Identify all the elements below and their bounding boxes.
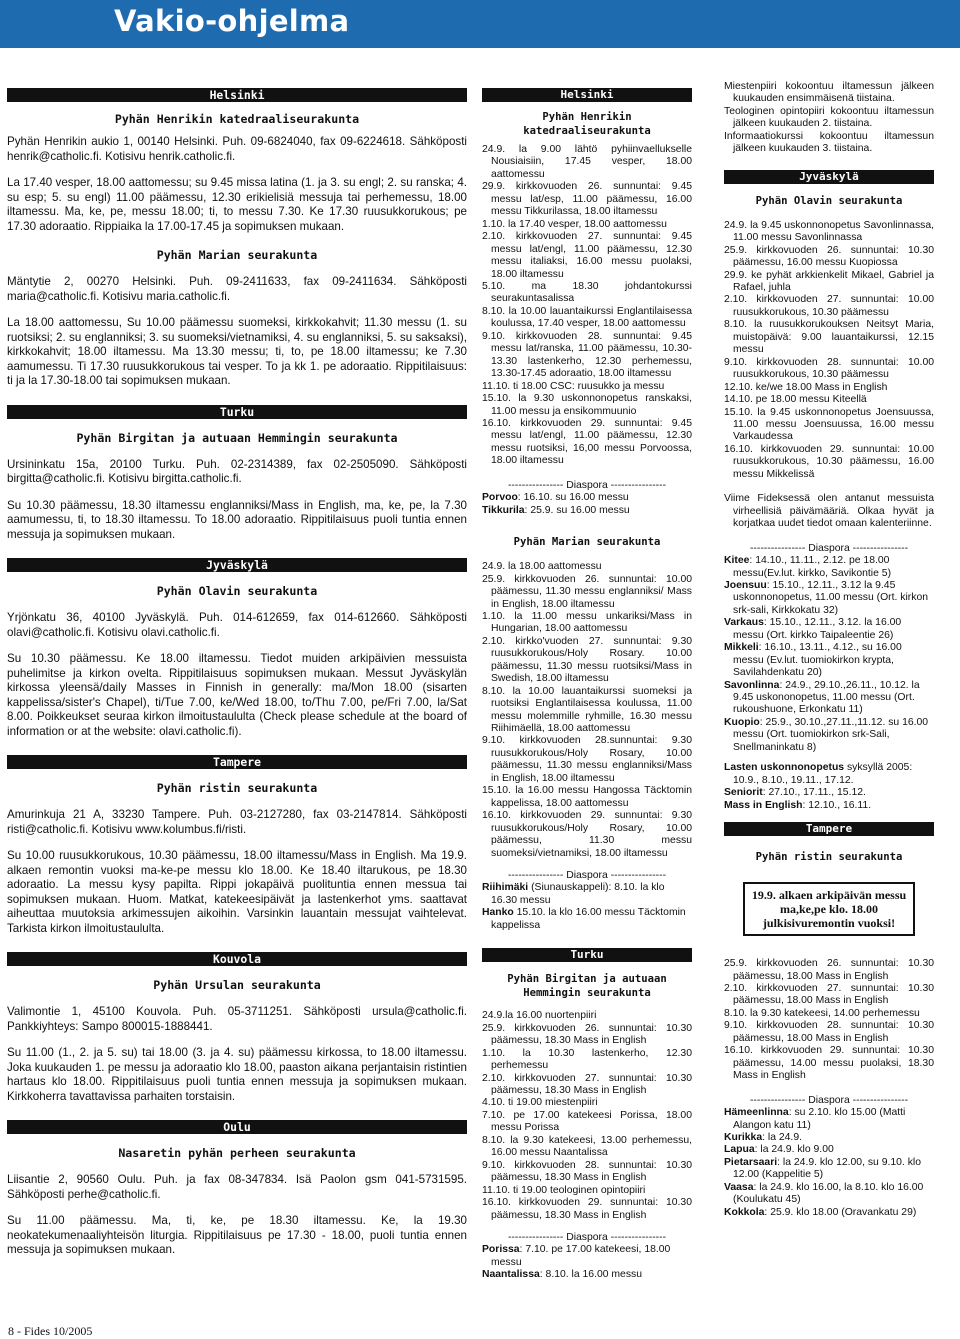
parish-heading: Pyhän Olavin seurakunta	[156, 584, 318, 598]
event-item: 1.10. la 11.00 messu unkariksi/Mass in Hungarian, 18.00 aattomessu	[482, 610, 692, 635]
event-list	[724, 958, 934, 1083]
region-bar-jyvaskyla: Jyväskylä	[7, 558, 467, 572]
event-item: 15.10. la 9.30 uskonnonopetus ranskaksi, 11.00 messu ja ensikommuunio	[482, 393, 692, 417]
place-details: : 16.10. su 16.00 messu	[517, 492, 629, 504]
place-name: Savonlinna	[724, 679, 780, 691]
column-left	[7, 88, 467, 1320]
place-details: : la 24.9. klo 9.00	[754, 1144, 834, 1156]
place-name: Hanko	[482, 907, 514, 919]
event-item: 29.9. kirkkovuoden 26. sunnuntai: 9.45 messu lat/esp, 11.00 päämessu, 16.00 messu Tikkurilassa, 18.00 iltamessu	[482, 181, 692, 218]
event-item: 2.10. kirkkovuoden 27. sunnuntai: 9.45 messu lat/engl, 11.00 päämessu, 12.30 messu italiaksi, 16.00 messu puolaksi, 18.00 iltamessu	[482, 231, 692, 280]
place-details: : 15.10., 12.11., 3.12 la 9.45 uskonnonopetus, 11.00 messu (Ort. kirkon srk-sali, Kirkkokatu 32)	[733, 579, 929, 616]
region-bar-oulu: Oulu	[7, 1120, 467, 1134]
event-item: 25.9. kirkkovuoden 26. sunnuntai: 10.30 päämessu, 16.00 messu Kuopiossa	[724, 244, 934, 269]
diaspora-item	[724, 1207, 934, 1219]
place-name: Porissa	[482, 1244, 520, 1256]
diaspora-item	[724, 1132, 934, 1144]
place-details: : 14.10., 11.11., 2.12. pe 18.00 messu(Ev.lut. kirkko, Savikontie 5)	[733, 555, 892, 579]
diaspora-divider: ---------------- Diaspora ----------------	[507, 870, 667, 882]
place-name: Kuopio	[724, 716, 760, 728]
event-item: 16.10. kirkkovuoden 29. sunnuntai: 9.30 ruusukkorukous/Holy Rosary, 10.00 päämessu, 11.30 messu suomeksi/vietnamiksi, 18.00 iltamessu	[482, 810, 692, 859]
place-name: Riihimäki	[482, 882, 529, 894]
place-details: 15.10. la klo 16.00 messu Täcktomin kappelissa	[491, 907, 686, 931]
parish-schedule: Su 11.00 (1., 2. ja 5. su) tai 18.00 (3. ja 4. su) päämessu kirkossa, to 18.00 iltamessu. Joka kuukauden 1. pe messu ja adoraatio klo 18.00, paaston aikana perjantaisin ristintien hartaus klo 18.00. Rippitilaisuus puoli tuntia ennen messuja ja sopimuksen mukaan. Kirkkoherra tavattavissa parhaiten torstaisin.	[7, 1046, 467, 1103]
parish-contact: Valimontie 1, 45100 Kouvola. Puh. 05-3711251. Sähköposti ursula@catholic.fi. Pankkiyhteys: Sampo 800015-1888441.	[7, 1005, 467, 1033]
event-list	[724, 220, 934, 482]
diaspora-divider: ---------------- Diaspora ----------------	[749, 1094, 909, 1106]
event-item: 16.10. kirkkovuoden 29. sunnuntai: 10.30 päämessu, 14.00 messu puolaksi, 18.30 Mass in English	[724, 1045, 934, 1082]
place-details: : la 24.9. klo 16.00, la 8.10. klo 16.00 (Koulukatu 45)	[733, 1181, 924, 1206]
event-item: 8.10. la 10.00 lauantaikurssi Englantilaisessa koulussa, 17.40 vesper, 18.00 aattomessu	[482, 305, 692, 330]
event-item: 1.10. la 10.30 lastenkerho, 12.30 perhemessu	[482, 1047, 692, 1072]
place-name: Kokkola	[724, 1206, 765, 1218]
event-item: 11.10. ti 18.00 CSC: ruusukko ja messu	[482, 380, 665, 392]
event-item: 16.10. kirkkovuoden 29. sunnuntai: 9.45 messu lat/engl, 11.00 päämessu, 12.30 messu ruotsiksi, 16,00 messu Porvoossa, 18.00 iltamessu	[482, 417, 692, 467]
place-name: Mass in English	[724, 799, 803, 811]
page-title: Vakio-ohjelma	[114, 4, 350, 38]
event-item: 24.9. la 9.45 uskonnonopetus Savonlinnassa, 11.00 messu Savonlinnassa	[724, 219, 934, 244]
place-details: : 24.9., 29.10.,26.11., 10.12. la 9.45 uskononopetus, 11.00 messu (Ort. rukoushuone, Erkonkatu 11)	[733, 679, 920, 716]
place-name: Porvoo	[482, 492, 518, 504]
event-item: 8.10. la ruusukkorukouksen Neitsyt Maria, muistopäivä: 9.00 lauantaikurssi, 12.15 messu	[724, 319, 934, 356]
parish-heading: Pyhän ristin seurakunta	[755, 851, 903, 864]
event-item: 11.10. ti 19.00 teologinen opintopiiri	[482, 1184, 646, 1196]
intro-notes	[724, 81, 934, 156]
parish-contact: Yrjönkatu 36, 40100 Jyväskylä. Puh. 014-612659, fax 014-612660. Sähköposti olavi@catholic.fi. Kotisivu olavi.catholic.fi.	[7, 611, 467, 639]
region-bar-turku: Turku	[7, 405, 467, 419]
parish-heading: Pyhän Birgitan ja autuaan	[507, 973, 667, 986]
region-bar-turku: Turku	[482, 948, 692, 962]
event-item: 24.9. la 9.00 lähtö pyhiinvaellukselle Nousiaisiin, 17.45 vesper, 18.00 aattomessu	[482, 144, 692, 180]
diaspora-item	[724, 800, 934, 812]
event-item: 8.10. la 9.30 katekeesi, 14.00 perhemessu	[724, 1007, 920, 1019]
event-list	[482, 1010, 692, 1222]
event-item: 29.9. ke pyhät arkkienkelit Mikael, Gabriel ja Rafael, juhla	[724, 269, 934, 293]
parish-schedule: Su 10.30 päämessu, 18.30 iltamessu englanniksi/Mass in English, ma, ke, pe, la 7.30 aamumessu, ti, to 18.30 iltamessu. To 18.00 adoraatio. Rippitilaisuus puoli tuntia ennen messuja ja sopimuksen mukaan.	[7, 498, 467, 541]
event-item: 5.10. ma 18.30 johdantokurssi seurakuntasalissa	[482, 280, 692, 305]
parish-schedule: Su 11.00 päämessu. Ma, ti, ke, pe 18.30 iltamessu. Ke, la 19.30 neokatekumenaaliyhteisön liturgia. Rippitilaisuus pe 17.30 - 18.00, puoli tuntia ennen messuja ja sopimuksen mukaan.	[7, 1214, 467, 1256]
diaspora-item	[482, 1269, 692, 1281]
place-details: : 7.10. pe 17.00 katekeesi, 18.00 messu	[491, 1244, 671, 1268]
place-name: Lasten uskonnonopetus	[724, 762, 845, 774]
diaspora-item	[724, 717, 934, 754]
region-bar-tampere: Tampere	[7, 755, 467, 769]
notice-box: 19.9. alkaen arkipäivän messu ma,ke,pe klo. 18.00 julkisivuremontin vuoksi!	[743, 882, 915, 936]
event-item: 16.10. kirkkovuoden 29. sunnuntai: 10.00 ruusukkorukous, 10.30 päämessu, 16.00 messu Mikkelissä	[724, 443, 934, 480]
event-item: 2.10. kirkkovuoden 27. sunnuntai: 10.00 ruusukkorukous, 10.30 päämessu	[724, 294, 934, 318]
place-details: : la 24.9. klo 12.00, su 9.10. klo 12.00 (Kappelitie 5)	[733, 1156, 921, 1181]
event-item: Informaatiokurssi kokoontuu iltamessun jälkeen kuukauden 3. tiistaina.	[724, 130, 934, 155]
event-item: Miestenpiiri kokoontuu iltamessun jälkeen kuukauden ensimmäisenä tiistaina.	[724, 81, 934, 105]
place-details: : 25.9. klo 18.00 (Oravankatu 29)	[764, 1206, 917, 1218]
region-bar-helsinki: Helsinki	[482, 88, 692, 102]
place-name: Varkaus	[724, 617, 764, 629]
diaspora-item	[482, 505, 692, 517]
region-bar-kouvola: Kouvola	[7, 952, 467, 966]
diaspora-item	[724, 617, 934, 642]
place-details: : 25.9. su 16.00 messu	[524, 504, 630, 516]
parish-contact: Amurinkuja 21 A, 33230 Tampere. Puh. 03-2127280, fax 03-2147814. Sähköposti risti@catholic.fi. Kotisivu www.kolumbus.fi/risti.	[7, 808, 467, 836]
place-details: : 8.10. la 16.00 messu	[539, 1269, 643, 1281]
page-footer: 8 - Fides 10/2005	[8, 1324, 93, 1338]
parish-heading: Pyhän Henrikin	[542, 111, 632, 123]
place-name: Seniorit	[724, 787, 763, 799]
event-item: 25.9. kirkkovuoden 26. sunnuntai: 10.30 päämessu, 18.00 Mass in English	[724, 958, 934, 982]
diaspora-item	[724, 1144, 934, 1156]
event-item: 1.10. la 17.40 vesper, 18.00 aattomessu	[482, 218, 667, 230]
place-details: : 15.10., 12.11., 3.12. la 16.00 messu (Ort. kirkko Taipaleentie 26)	[733, 617, 902, 641]
event-item: 2.10. kirkkovuoden 27. sunnuntai: 10.30 päämessu, 18.00 Mass in English	[724, 983, 934, 1007]
correction-note: Viime Fideksessä olen antanut messuista virheellisiä päivämääriä. Olkaa hyvät ja korjatkaa uudet tiedot omaan kalenteriinne.	[724, 493, 934, 530]
diaspora-list	[724, 1107, 934, 1219]
event-item: 16.10. kirkkovuoden 29. sunnuntai: 10.30 päämessu, 18.30 Mass in English	[482, 1197, 692, 1221]
diaspora-item	[724, 1182, 934, 1207]
diaspora-list	[724, 555, 934, 754]
event-item: 9.10. kirkkovuoden 28.sunnuntai: 9.30 ruusukkorukous/Holy Rosary, 10.00 päämessu, 11.30 messu englanniksi/Mass in English, 18.00 iltamessu	[482, 735, 692, 784]
event-item: 15.10. la 16.00 messu Hangossa Täcktomin kappelissa, 18.00 aattomessu	[482, 785, 692, 809]
event-item: 9.10. kirkkovuoden 28. sunnuntai: 10.30 päämessu, 18.00 Mass in English	[724, 1020, 934, 1044]
event-item: 24.9. la 18.00 aattomessu	[482, 561, 602, 573]
diaspora-item	[724, 680, 934, 717]
event-item: 8.10. la 9.30 katekeesi, 13.00 perhemessu, 16.00 messu Naantalissa	[482, 1134, 692, 1159]
event-item: 9.10. kirkkovuoden 28. sunnuntai: 9.45 messu lat/ranska, 11.00 päämessu, 10.30-13.30 lastenkerho, 12.30 perhemessu, 13.30-17.45 adoraatio, 18.00 iltamessu	[482, 330, 692, 380]
parish-schedule: La 17.40 vesper, 18.00 aattomessu; su 9.45 missa latina (1. ja 3. su engl; 2. su ranska; 4. su esp; 5. su engl) 11.00 päämessu, 12.30 erikielisiä messuja tai perhemessu, 18.00 iltamessu. Ma, ke, pe, messu 18.00; ti, to messu 7.30. Ke 17.30 ruusukkorukous; pe 17.30 adoraatio. Rippiaika la 17.00-17.45 ja sopimuksen mukaan.	[7, 176, 467, 233]
diaspora-item	[482, 492, 692, 504]
place-details: : 27.10., 17.11., 15.12.	[762, 787, 866, 799]
event-item: Teologinen opintopiiri kokoontuu iltamessun jälkeen kuukauden 2. tiistaina.	[724, 105, 934, 130]
event-item: 2.10. kirkko'vuoden 27. sunnuntai: 9.30 ruusukkorukous/Holy Rosary. 10.00 päämessu, 11.30 messu ruotsiksi/Mass in Swedish, 18.00 iltamessu	[482, 635, 692, 685]
place-name: Naantalissa	[482, 1269, 540, 1281]
event-item: 24.9.la 16.00 nuortenpiiri	[482, 1010, 597, 1022]
place-details: : 16.10., 13.11., 4.12., su 16.00 messu (Ev.lut. tuomiokirkon krypta, Savilahdenkatu 20)	[733, 642, 902, 679]
place-details: : 12.10., 16.11.	[802, 799, 872, 811]
parish-heading: Pyhän Ursulan seurakunta	[153, 978, 321, 992]
event-item: 15.10. la 9.45 uskonnonopetus Joensuussa, 11.00 messu Joensuussa, 16.00 messu Varkaudessa	[724, 406, 934, 443]
event-item: 7.10. pe 17.00 katekeesi Porissa, 18.00 messu Porissa	[482, 1109, 692, 1134]
place-name: Joensuu	[724, 579, 767, 591]
event-item: 25.9. kirkkovuoden 26. sunnuntai: 10.30 päämessu, 18.30 Mass in English	[482, 1022, 692, 1047]
event-item: 25.9. kirkkovuoden 26. sunnuntai: 10.00 päämessu, 11.30 messu englanniksi/ Mass in English, 18.00 iltamessu	[482, 573, 692, 610]
place-name: Mikkeli	[724, 642, 759, 654]
diaspora-list	[482, 492, 692, 517]
event-item: 14.10. pe 18.00 messu Kiteellä	[724, 394, 867, 406]
parish-heading: Pyhän ristin seurakunta	[156, 781, 318, 795]
diaspora-item	[724, 555, 934, 580]
place-details: syksyllä 2005: 10.9., 8.10., 19.11., 17.12.	[733, 762, 913, 786]
place-details: (Siunauskappeli): 8.10. la klo 16.30 messu	[491, 882, 665, 906]
parish-heading: Pyhän Marian seurakunta	[156, 248, 318, 262]
event-list	[482, 144, 692, 468]
parish-contact: Mäntytie 2, 00270 Helsinki. Puh. 09-2411633, fax 09-2411634. Sähköposti maria@catholic.fi. Kotisivu maria.catholic.fi.	[7, 275, 467, 303]
diaspora-list	[482, 882, 692, 932]
diaspora-item	[724, 1157, 934, 1182]
diaspora-item	[724, 580, 934, 617]
place-details: : la 24.9.	[762, 1132, 802, 1143]
event-item: 8.10. la 10.00 lauantaikurssi suomeksi ja ruotsiksi Englantilaisessa koulussa, 11.00 messu molemmille ryhmille, 16.30 messu Riihimäellä, 18.00 aattomessu	[482, 685, 692, 735]
parish-heading: Pyhän Birgitan ja autuaan Hemmingin seurakunta	[76, 430, 398, 445]
parish-schedule: Su 10.00 ruusukkorukous, 10.30 päämessu, 18.00 iltamessu/Mass in English. Ma 19.9. alkaen remontin vuoksi ma-ke-pe messu klo 18.00. Ke 18.40 iltarukous, pe 18.30 adoraatio. La messu kysy papilta. Rippi jokapäivä puolituntia ennen messua tai sopimuksen mukaan. Huom. Matkat, katekeesipäivät ja lastenkerhot yms. saattavat aiheuttaa muutoksia arkimessujen aikoihin. Varsinkin lauantain messujat vaihtelevat. Tarkista kirkon ilmoitustaululta.	[7, 849, 467, 935]
diaspora-divider: ---------------- Diaspora ----------------	[507, 1231, 667, 1243]
place-name: Pietarsaari	[724, 1156, 778, 1168]
diaspora-divider: ---------------- Diaspora ----------------	[507, 479, 667, 491]
diaspora-item	[482, 882, 692, 907]
event-item: 9.10. kirkkovuoden 28. sunnuntai: 10.30 päämessu, 18.30 Mass in English	[482, 1159, 692, 1184]
place-name: Lapua	[724, 1144, 755, 1156]
parish-contact: Liisantie 2, 90560 Oulu. Puh. ja fax 08-347834. Isä Paolon gsm 041-5731595. Sähköposti perhe@catholic.fi.	[7, 1173, 467, 1201]
place-name: Hämeenlinna	[724, 1107, 789, 1119]
place-name: Tikkurila	[482, 504, 525, 516]
region-bar-tampere: Tampere	[724, 822, 934, 836]
event-list	[482, 561, 692, 860]
parish-schedule: Su 10.30 päämessu. Ke 18.00 iltamessu. Tiedot muiden arkipäivien messuista puhelimitse ja kirkon ovelta. Rippitilaisuus sopimuksen mukaan. Messut Jyväskylän kirkossa yleensä/daily Masses in Finnish in generally: ma/Mon 18.00 (sisarten kappelissa/sister's Chapel), ti/Tue 7.00, ke/Wed 18.00, to/Thu 7.00, pe/Fri 7.00, la/Sat 8.00. Poikkeukset seuraa kirkon ilmoitustaululta (Check please schedule at the board of information or at the website: olavi.catholic.fi).	[7, 652, 467, 738]
parish-schedule: La 18.00 aattomessu, Su 10.00 päämessu suomeksi, kirkkokahvit; 11.30 messu (1. su ruotsiksi; 2. su englanniksi; 3. su suomeksi/vietnamiksi, 4. su englanniksi, 5. su saksaksi), kirkkokahvit; 18.00 iltamessu. Ma 13.30 messu; ti, to, pe 18.00 iltamessu; ke 7.30 aamumessu. Ti 17.30 ruusukkorukous tai vesper. To ja kk 1. pe adoraatio. Rippitilaisuus: ti ja la 17.30-18.00 tai sopimuksen mukaan.	[7, 316, 467, 387]
parish-heading: Pyhän Olavin seurakunta	[755, 194, 903, 207]
diaspora-item	[724, 1107, 934, 1132]
diaspora-divider: ---------------- Diaspora ----------------	[749, 542, 909, 554]
diaspora-item	[724, 787, 934, 799]
column-middle	[482, 88, 692, 1320]
event-item: 9.10. kirkkovuoden 28. sunnuntai: 10.00 ruusukkorukous, 10.30 päämessu	[724, 356, 934, 381]
column-right	[724, 81, 934, 1320]
event-item: 12.10. ke/we 18.00 Mass in English	[724, 381, 888, 393]
parish-heading: katedraaliseurakunta	[523, 125, 651, 137]
diaspora-item	[724, 762, 934, 787]
diaspora-item	[482, 1244, 692, 1269]
parish-heading: Pyhän Marian seurakunta	[513, 536, 661, 549]
place-name: Kurikka	[724, 1132, 763, 1143]
diaspora-item	[724, 642, 934, 679]
event-item: 4.10. ti 19.00 miestenpiiri	[482, 1097, 598, 1109]
event-item: 2.10. kirkkovuoden 27. sunnuntai: 10.30 päämessu, 18.30 Mass in English	[482, 1072, 692, 1096]
place-details: : su 2.10. klo 15.00 (Matti Alangon katu 11)	[733, 1107, 906, 1131]
parish-heading: Nasaretin pyhän perheen seurakunta	[118, 1146, 356, 1160]
diaspora-item	[482, 907, 692, 932]
parish-heading: Hemmingin seurakunta	[523, 987, 651, 1000]
parish-heading: Pyhän Henrikin katedraaliseurakunta	[114, 112, 360, 126]
parish-contact: Ursininkatu 15a, 20100 Turku. Puh. 02-2314389, fax 02-2505090. Sähköposti birgitta@catholic.fi. Kotisivu birgitta.catholic.fi.	[7, 457, 467, 485]
region-bar-helsinki: Helsinki	[7, 88, 467, 102]
extra-list	[724, 762, 934, 812]
place-name: Kitee	[724, 555, 750, 567]
place-name: Vaasa	[724, 1181, 754, 1193]
parish-contact: Pyhän Henrikin aukio 1, 00140 Helsinki. Puh. 09-6824040, fax 09-6224618. Sähköposti henrik@catholic.fi. Kotisivu henrik.catholic.fi.	[7, 135, 467, 163]
place-details: : 25.9., 30.10.,27.11.,11.12. su 16.00 messu (Ort. tuomiokirkon srk-Sali, Snellmaninkatu 8)	[733, 716, 929, 753]
region-bar-jyvaskyla: Jyväskylä	[724, 170, 934, 184]
diaspora-list	[482, 1244, 692, 1281]
header-banner	[0, 0, 960, 48]
